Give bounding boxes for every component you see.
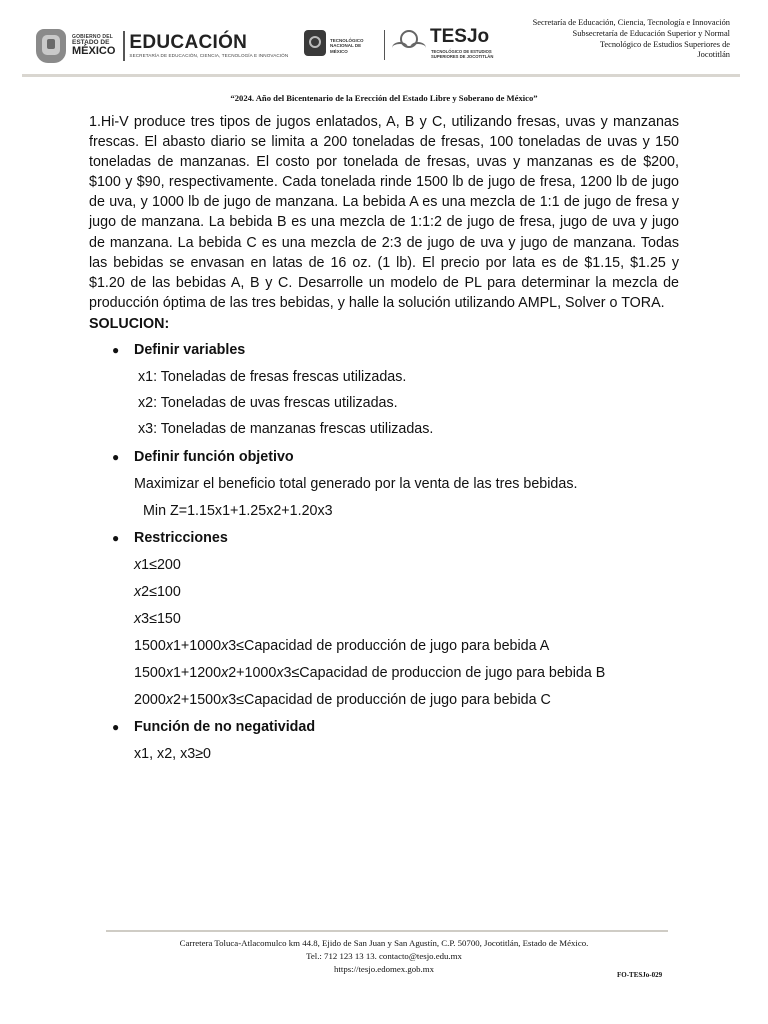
edu-title: EDUCACIÓN (129, 32, 248, 54)
bullet-icon: ● (112, 342, 120, 357)
footer-contact: Tel.: 712 123 13 13. contacto@tesjo.edu.mx (306, 951, 462, 961)
tecnm-logo-icon (304, 30, 326, 56)
objective-description: Maximizar el beneficio total generado por la venta de las tres bebidas. (134, 475, 578, 492)
section-variables (112, 340, 679, 439)
gob-line1: GOBIERNO DEL (72, 33, 114, 40)
section-objective (112, 447, 679, 521)
restriction-item: 1500x1+1200x2+1000x3≤Capacidad de produccion de jugo para bebida B (134, 664, 606, 681)
edu-subtitle: SECRETARÍA DE EDUCACIÓN, CIENCIA, TECNOLOGÍA E INNOVACIÓN (129, 53, 289, 59)
restriction-list (134, 555, 679, 710)
variable-item: x1: Toneladas de fresas frescas utilizadas. (138, 368, 407, 385)
year-motto: “2024. Año del Bicentenario de la Erección del Estado Libre y Soberano de México” (230, 93, 538, 103)
document-body (89, 112, 679, 764)
gob-line2: ESTADO DE (72, 38, 110, 46)
educacion-wordmark (129, 33, 288, 59)
nonnegativity-text: x1, x2, x3≥0 (134, 745, 211, 762)
footer-url: https://tesjo.edomex.gob.mx (334, 964, 434, 974)
document-header (0, 0, 768, 82)
tesjo-subtitle: TECNOLÓGICO DE ESTUDIOS SUPERIORES DE JOCOTITLÁN (431, 49, 494, 60)
section-heading: Restricciones (134, 529, 228, 546)
tecnm-text: TECNOLÓGICO NACIONAL DE MÉXICO (330, 38, 364, 54)
restriction-item: x1≤200 (134, 556, 181, 573)
bullet-icon: ● (112, 530, 120, 545)
section-nonnegativity (112, 717, 679, 764)
header-rule (22, 74, 740, 77)
solution-title: SOLUCION: (89, 315, 170, 332)
variable-item: x2: Toneladas de uvas frescas utilizadas. (138, 394, 398, 411)
state-seal-icon (36, 29, 66, 63)
logo-divider-2 (384, 30, 385, 60)
gobierno-wordmark (72, 35, 115, 58)
header-line: Subsecretaría de Educación Superior y Normal (572, 28, 730, 38)
header-institution-lines (500, 18, 730, 61)
header-line: Secretaría de Educación, Ciencia, Tecnología e Innovación (532, 18, 730, 27)
problem-statement: 1.Hi-V produce tres tipos de jugos enlatados, A, B y C, utilizando fresas, uvas y manzanas frescas. El abasto diario se limita a 200 toneladas de fresas, 100 toneladas de uvas y 150 toneladas de manzanas. El costo por tonelada de fresas, uvas y manzanas es de $200, $100 y $90, respectivamente. Cada tonelada rinde 1500 lb de jugo de fresa, 1200 lb de jugo de uva, y 1000 lb de jugo de manzana. La bebida A es una mezcla de 1:1 de jugo de fresa y jugo de manzana. La bebida B es una mezcla de 1:1:2 de jugo de fresa, jugo de uva y jugo de manzana. La bebida C es una mezcla de 2:3 de jugo de uva y jugo de manzana. Todas las bebidas se envasan en latas de 16 oz. (1 lb). El precio por lata es de $1.15, $1.25 y $1.20 de las bebidas A, B y C. Desarrolle un modelo de PL para determinar la mezcla de producción óptima de las tres bebidas, y halle la solución utilizando AMPL, Solver o TORA. (89, 114, 679, 311)
restriction-item: 2000x2+1500x3≤Capacidad de producción de jugo para bebida C (134, 691, 551, 708)
section-heading: Función de no negatividad (134, 718, 316, 735)
gob-line3: MÉXICO (72, 45, 116, 58)
restriction-item: 1500x1+1000x3≤Capacidad de producción de jugo para bebida A (134, 637, 550, 654)
restriction-item: x3≤150 (134, 610, 181, 627)
footer-address: Carretera Toluca-Atlacomulco km 44.8, Ejido de San Juan y San Agustín, C.P. 50700, Jocotitlán, Estado de México. (179, 938, 589, 948)
header-line: Tecnológico de Estudios Superiores de (599, 39, 730, 49)
restriction-item: x2≤100 (134, 583, 181, 600)
footer-rule (106, 930, 668, 932)
tesjo-name: TESJo (430, 26, 490, 47)
form-code: FO-TESJo-029 (617, 971, 663, 979)
objective-formula: Min Z=1.15x1+1.25x2+1.20x3 (143, 502, 333, 519)
bullet-icon: ● (112, 719, 120, 734)
section-heading: Definir función objetivo (134, 448, 294, 465)
gobierno-logo-group (36, 26, 288, 66)
variable-item: x3: Toneladas de manzanas frescas utilizadas. (138, 420, 434, 437)
bullet-icon: ● (112, 449, 120, 464)
header-line: Jocotitlán (697, 50, 730, 60)
tesjo-emblem-icon (392, 30, 426, 58)
logo-divider (123, 31, 125, 61)
section-heading: Definir variables (134, 341, 246, 358)
section-restrictions (112, 528, 679, 710)
